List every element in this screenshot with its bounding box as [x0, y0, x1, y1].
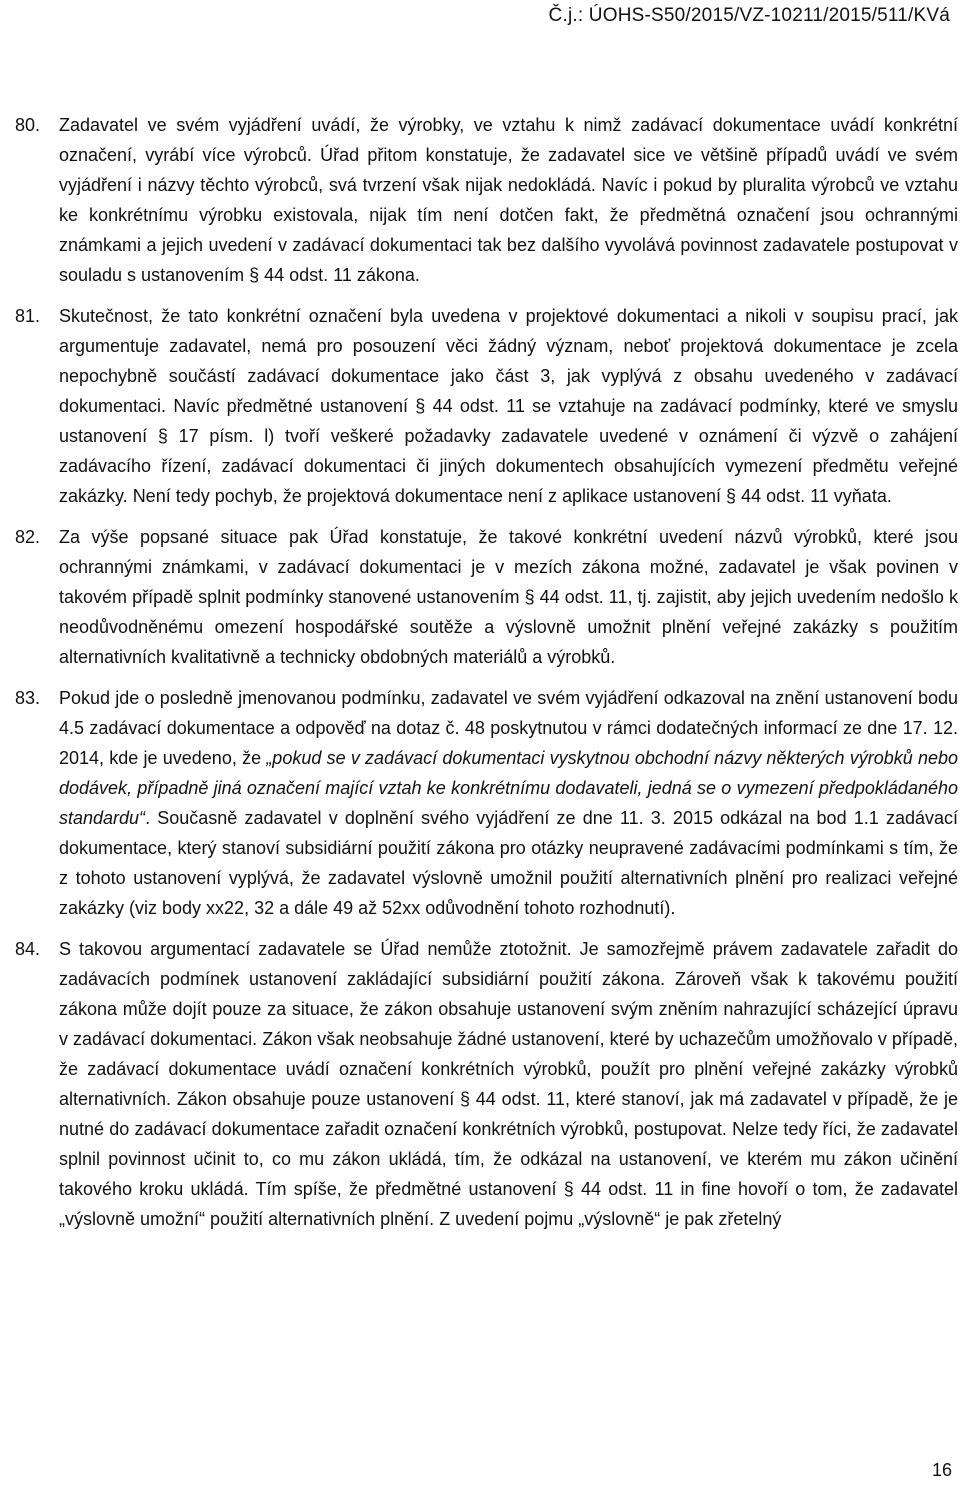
paragraph-82: [15, 522, 958, 672]
paragraph-81: [15, 301, 958, 511]
paragraph-number: 84.: [15, 939, 41, 959]
paragraph-number: 80.: [15, 115, 41, 135]
paragraph-80: [15, 110, 958, 290]
paragraph-text: Za výše popsané situace pak Úřad konstatuje, že takové konkrétní uvedení názvů výrobků, které jsou ochrannými známkami, v zadávací dokumentaci je v mezích zákona možné, zadavatel je však povinen v takovém případě splnit podmínky stanovené ustanovením § 44 odst. 11, tj. zajistit, aby jejich uvedením nedošlo k neodůvodněnému omezení hospodářské soutěže a výslovně umožnit plnění veřejné zakázky s použitím alternativních kvalitativně a technicky obdobných materiálů a výrobků.: [59, 527, 958, 667]
paragraph-text: S takovou argumentací zadavatele se Úřad nemůže ztotožnit. Je samozřejmě právem zadavatele zařadit do zadávacích podmínek ustanovení zakládající subsidiární použití zákona. Zároveň však k takovému použití zákona může dojít pouze za situace, že zákon obsahuje ustanovení svým zněním nahrazující scházející úpravu v zadávací dokumentaci. Zákon však neobsahuje žádné ustanovení, které by uchazečům umožňovalo v případě, že zadávací dokumentace uvádí označení konkrétních výrobků, použít pro plnění veřejné zakázky výrobků alternativních. Zákon obsahuje pouze ustanovení § 44 odst. 11, které stanoví, jak má zadavatel v případě, že je nutné do zadávací dokumentace zařadit označení konkrétních výrobků, postupovat. Nelze tedy říci, že zadavatel splnil povinnost učinit to, co mu zákon ukládá, tím, že odkázal na ustanovení, ve kterém mu zákon učinění takového kroku ukládá. Tím spíše, že předmětné ustanovení § 44 odst. 11 in fine hovoří o tom, že zadavatel „výslovně umožní“ použití alternativních plnění. Z uvedení pojmu „výslovně“ je pak zřetelný: [59, 939, 958, 1229]
paragraph-text: [59, 683, 958, 923]
italic-quote: „pokud se v zadávací dokumentaci vyskytnou obchodní názvy některých výrobků nebo dodávek, případně jiná označení mající vztah ke konkrétnímu dodavateli, jedná se o vymezení předpokládaného standardu“: [59, 748, 959, 828]
paragraph-83: [15, 683, 958, 923]
paragraph-number: 81.: [15, 306, 41, 326]
paragraph-text-after-quote: . Současně zadavatel v doplnění svého vyjádření ze dne 11. 3. 2015 odkázal na bod 1.1 zadávací dokumentace, který stanoví subsidiární použití zákona pro otázky neupravené zadávacími podmínkami s tím, že z tohoto ustanovení vyplývá, že zadavatel výslovně umožnil použití alternativních plnění pro realizaci veřejné zakázky (viz body xx22, 32 a dále 49 až 52xx odůvodnění tohoto rozhodnutí).: [59, 808, 958, 918]
paragraph-number: 82.: [15, 527, 41, 547]
paragraph-84: [15, 934, 958, 1234]
paragraph-number: 83.: [15, 688, 41, 708]
page-number: 16: [931, 1460, 952, 1480]
paragraph-text-before-quote: Pokud jde o posledně jmenovanou podmínku, zadavatel ve svém vyjádření odkazoval na znění ustanovení bodu 4.5 zadávací dokumentace a odpověď na dotaz č. 48 poskytnutou v rámci dodatečných informací ze dne 17. 12. 2014, kde je uvedeno, že: [59, 688, 958, 768]
document-reference: Č.j.: ÚOHS-S50/2015/VZ-10211/2015/511/KVá: [548, 5, 950, 26]
paragraph-text: Zadavatel ve svém vyjádření uvádí, že výrobky, ve vztahu k nimž zadávací dokumentace uvádí konkrétní označení, vyrábí více výrobců. Úřad přitom konstatuje, že zadavatel sice ve většině případů uvádí ve svém vyjádření i názvy těchto výrobců, svá tvrzení však nijak nedokládá. Navíc i pokud by pluralita výrobců ve vztahu ke konkrétnímu výrobku existovala, nijak tím není dotčen fakt, že předmětná označení jsou ochrannými známkami a jejich uvedení v zadávací dokumentaci tak bez dalšího vyvolává povinnost zadavatele postupovat v souladu s ustanovením § 44 odst. 11 zákona.: [59, 115, 958, 285]
paragraph-text: Skutečnost, že tato konkrétní označení byla uvedena v projektové dokumentaci a nikoli v soupisu prací, jak argumentuje zadavatel, nemá pro posouzení věci žádný význam, neboť projektová dokumentace je zcela nepochybně součástí zadávací dokumentace jako část 3, jak vyplývá z obsahu uvedeného v zadávací dokumentaci. Navíc předmětné ustanovení § 44 odst. 11 se vztahuje na zadávací podmínky, které ve smyslu ustanovení § 17 písm. l) tvoří veškeré požadavky zadavatele uvedené v oznámení či výzvě o zahájení zadávacího řízení, zadávací dokumentaci či jiných dokumentech obsahujících vymezení předmětu veřejné zakázky. Není tedy pochyb, že projektová dokumentace není z aplikace ustanovení § 44 odst. 11 vyňata.: [59, 306, 958, 506]
paragraph-list: [15, 110, 958, 1245]
